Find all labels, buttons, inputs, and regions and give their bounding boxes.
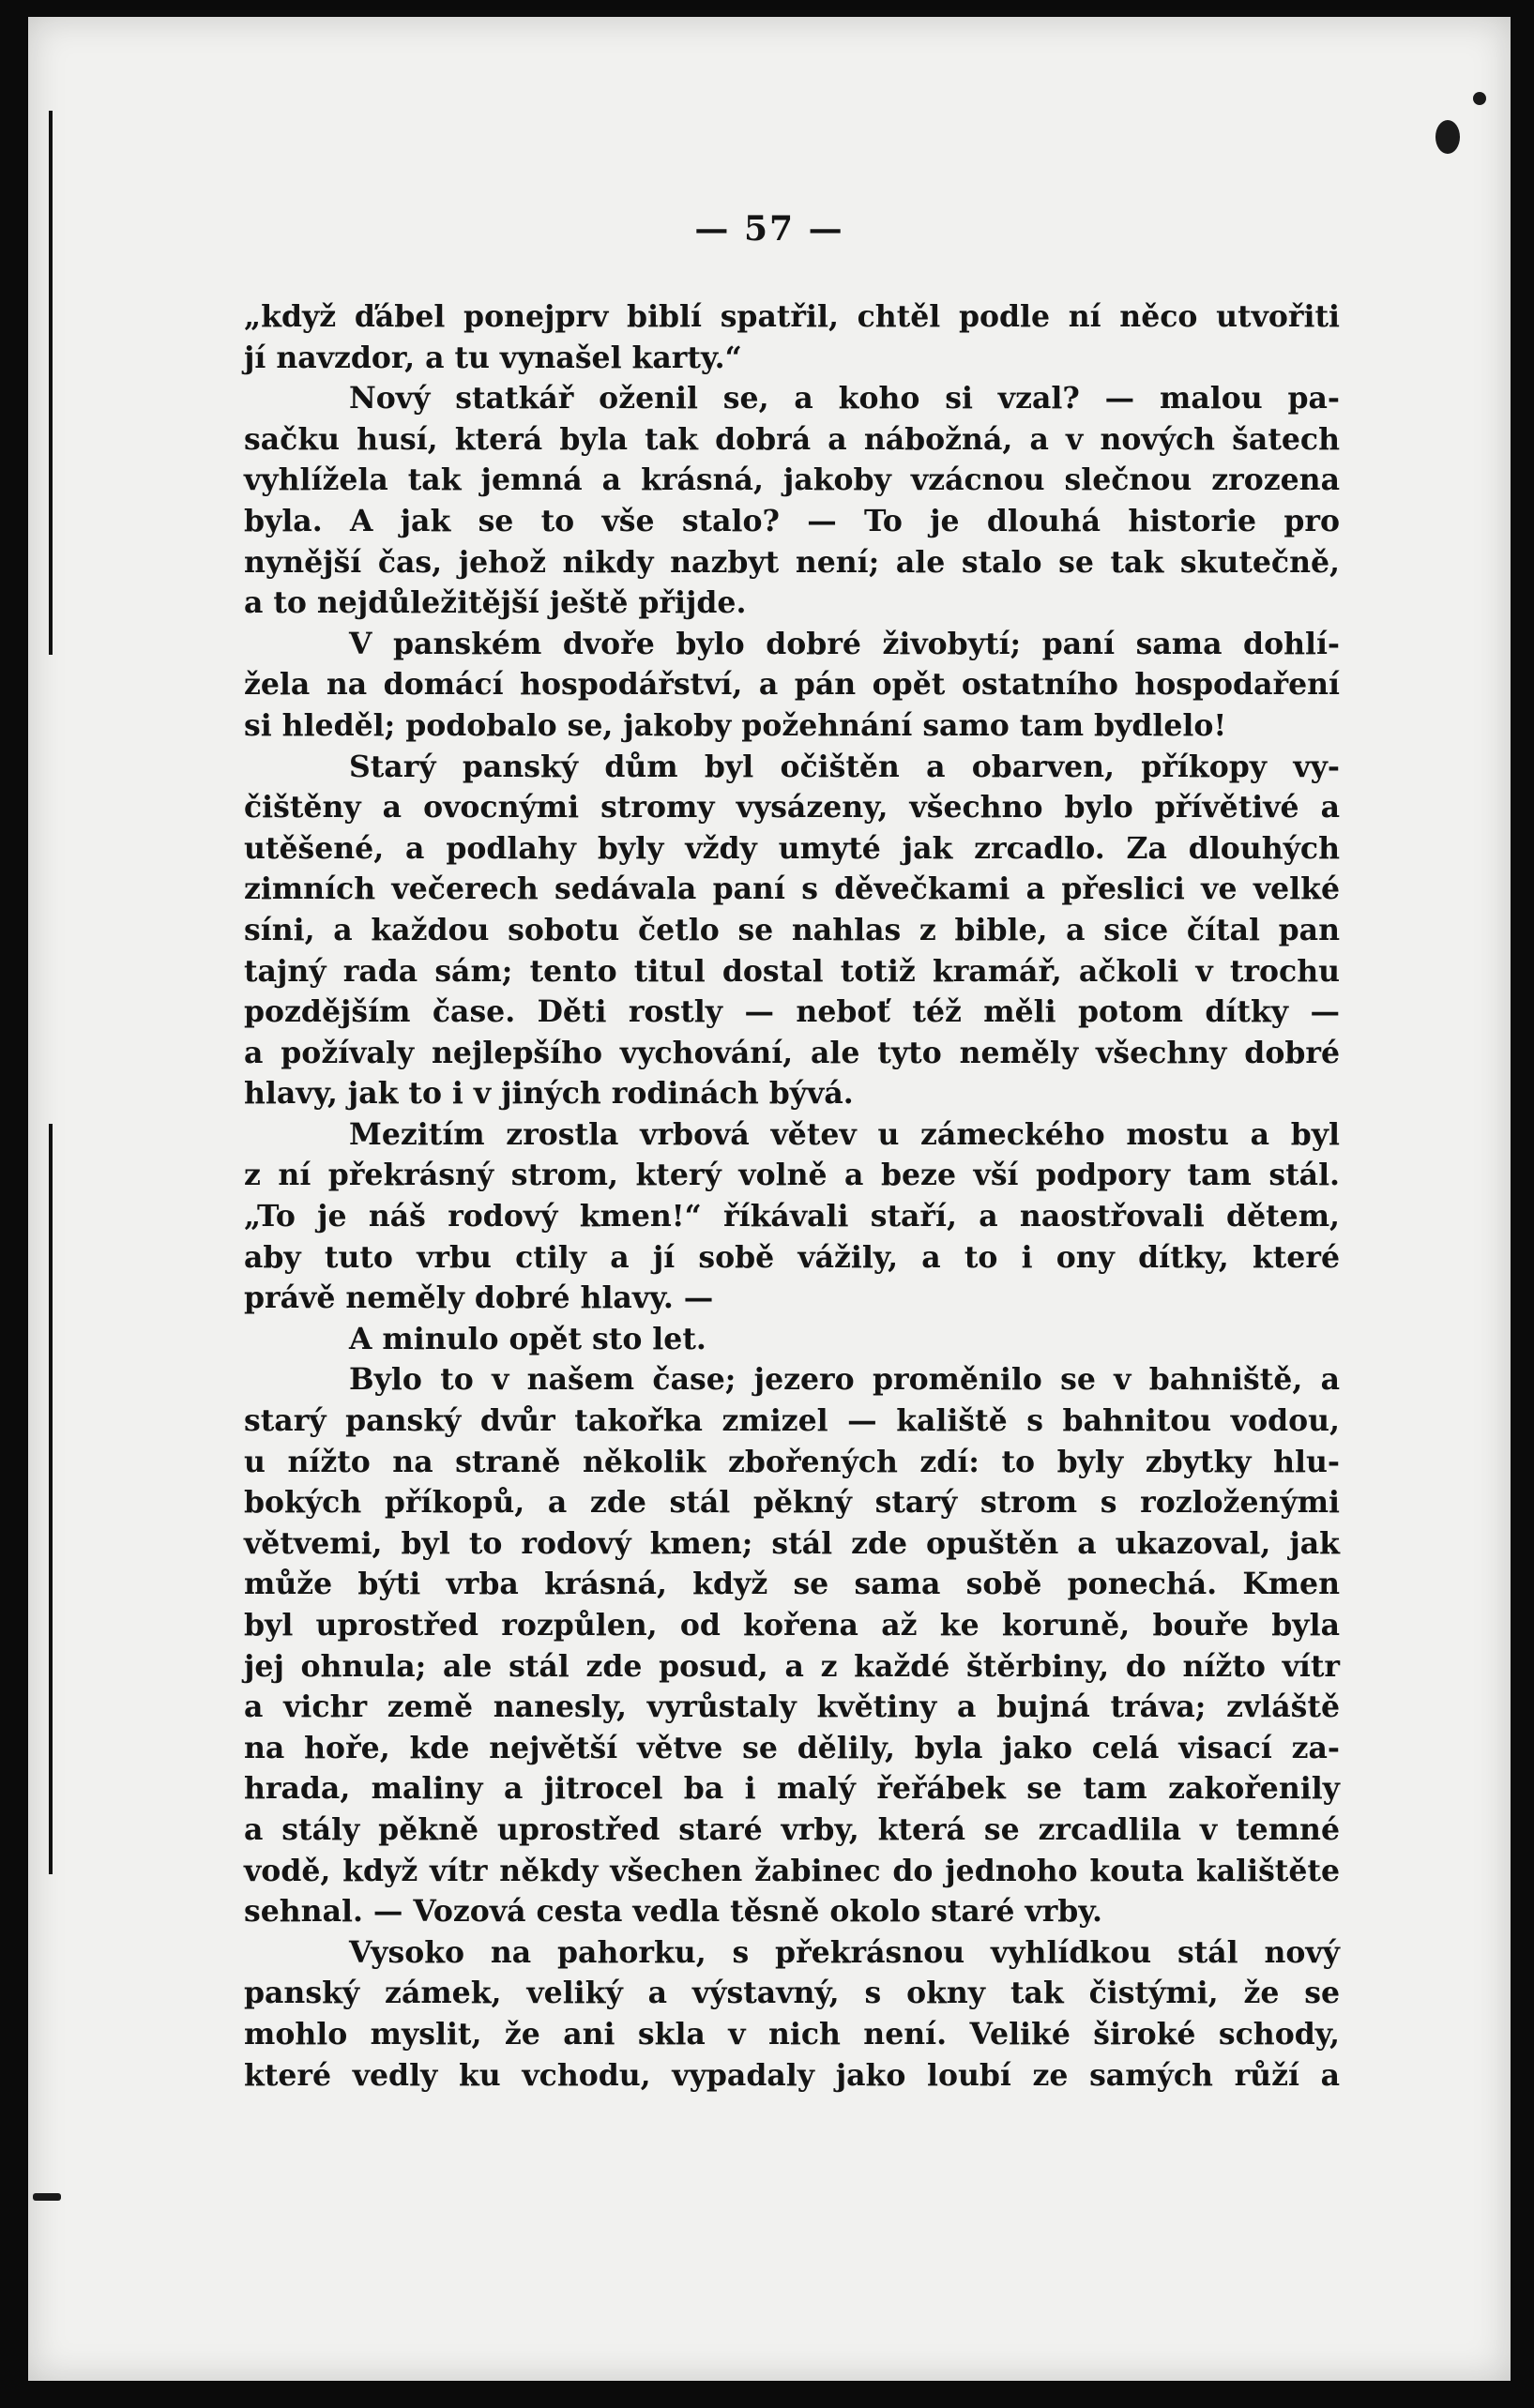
- text-line: bokých příkopů, a zde stál pěkný starý strom s rozloženými: [244, 1485, 1340, 1521]
- text-line: síni, a každou sobotu četlo se nahlas z bible, a sice čítal pan: [244, 912, 1340, 947]
- body-text: [244, 296, 1340, 2096]
- ink-speck: [1473, 92, 1486, 105]
- text-line: Mezitím zrostla vrbová větev u zámeckého mostu a byl: [349, 1116, 1340, 1152]
- text-line: z ní překrásný strom, který volně a beze vší podpory tam stál.: [244, 1158, 1340, 1193]
- ink-speck: [1435, 120, 1460, 154]
- text-line: hlavy, jak to i v jiných rodinách bývá.: [244, 1076, 854, 1112]
- text-line: vodě, když vítr někdy všechen žabinec do jednoho kouta kalištěte: [244, 1853, 1340, 1888]
- text-line: jej ohnula; ale stál zde posud, a z každé štěrbiny, do nížto vítr: [244, 1648, 1340, 1684]
- text-line: zimních večerech sedávala paní s děvečkami a přeslici ve velké: [244, 871, 1340, 907]
- text-line: byl uprostřed rozpůlen, od kořena až ke koruně, bouře byla: [244, 1608, 1340, 1643]
- text-line: si hleděl; podobalo se, jakoby požehnání samo tam bydlelo!: [244, 707, 1227, 743]
- text-line: „když ďábel ponejprv biblí spatřil, chtěl podle ní něco utvořiti: [244, 299, 1340, 334]
- text-line: tajný rada sám; tento titul dostal totiž kramář, ačkoli v trochu: [244, 953, 1340, 989]
- text-line: a stály pěkně uprostřed staré vrby, která se zrcadlila v temné: [244, 1811, 1340, 1847]
- text-line: u nížto na straně několik zbořených zdí: to byly zbytky hlu-: [244, 1444, 1340, 1479]
- text-line: vyhlížela tak jemná a krásná, jakoby vzácnou slečnou zrozena: [244, 462, 1340, 498]
- text-line: Vysoko na pahorku, s překrásnou vyhlídkou stál nový: [349, 1934, 1340, 1970]
- text-line: a vichr země nanesly, vyrůstaly květiny a bujná tráva; zvláště: [244, 1689, 1340, 1725]
- text-line: právě neměly dobré hlavy. —: [244, 1280, 714, 1316]
- text-line: Starý panský dům byl očištěn a obarven, příkopy vy-: [349, 749, 1340, 784]
- text-line: jí navzdor, a tu vynašel karty.“: [244, 340, 742, 375]
- text-line: „To je náš rodový kmen!“ říkávali staří, a naostřovali dětem,: [244, 1199, 1340, 1234]
- text-line: hrada, maliny a jitrocel ba i malý řeřábek se tam zakořenily: [244, 1771, 1340, 1807]
- text-line: sehnal. — Vozová cesta vedla těsně okolo staré vrby.: [244, 1894, 1102, 1930]
- text-line: na hoře, kde největší větve se dělily, byla jako celá visací za-: [244, 1730, 1340, 1765]
- binding-edge-upper: [49, 111, 53, 655]
- text-line: panský zámek, veliký a výstavný, s okny tak čistými, že se: [244, 1976, 1340, 2011]
- text-line: starý panský dvůr takořka zmizel — kaliště s bahnitou vodou,: [244, 1403, 1340, 1439]
- text-line: Bylo to v našem čase; jezero proměnilo se v bahniště, a: [349, 1362, 1340, 1398]
- text-line: větvemi, byl to rodový kmen; stál zde opuštěn a ukazoval, jak: [244, 1525, 1340, 1561]
- text-line: pozdějším čase. Děti rostly — neboť též měli potom dítky —: [244, 994, 1340, 1030]
- text-line: A minulo opět sto let.: [349, 1321, 706, 1356]
- binding-edge-lower: [49, 1124, 53, 1874]
- text-line: Nový statkář oženil se, a koho si vzal? — malou pa-: [349, 381, 1340, 416]
- text-line: byla. A jak se to vše stalo? — To je dlouhá historie pro: [244, 503, 1340, 538]
- text-line: utěšené, a podlahy byly vždy umyté jak zrcadlo. Za dlouhých: [244, 830, 1340, 866]
- text-line: čištěny a ovocnými stromy vysázeny, všechno bylo přívětivé a: [244, 790, 1340, 825]
- text-line: a to nejdůležitější ještě přijde.: [244, 585, 747, 621]
- text-line: může býti vrba krásná, když se sama sobě ponechá. Kmen: [244, 1567, 1340, 1602]
- ink-speck: [33, 2193, 61, 2201]
- text-line: aby tuto vrbu ctily a jí sobě vážily, a to i ony dítky, které: [244, 1239, 1340, 1275]
- text-line: mohlo myslit, že ani skla v nich není. Veliké široké schody,: [244, 2016, 1340, 2052]
- book-page: [28, 17, 1511, 2381]
- page-number: — 57 —: [694, 209, 844, 249]
- text-line: žela na domácí hospodářství, a pán opět ostatního hospodaření: [244, 667, 1340, 703]
- text-line: nynější čas, jehož nikdy nazbyt není; ale stalo se tak skutečně,: [244, 544, 1340, 580]
- text-line: sačku husí, která byla tak dobrá a nábožná, a v nových šatech: [244, 421, 1340, 457]
- text-line: a požívaly nejlepšího vychování, ale tyto neměly všechny dobré: [244, 1035, 1340, 1070]
- text-line: V panském dvoře bylo dobré živobytí; paní sama dohlí-: [349, 626, 1340, 661]
- text-line: které vedly ku vchodu, vypadaly jako loubí ze samých růží a: [244, 2057, 1340, 2093]
